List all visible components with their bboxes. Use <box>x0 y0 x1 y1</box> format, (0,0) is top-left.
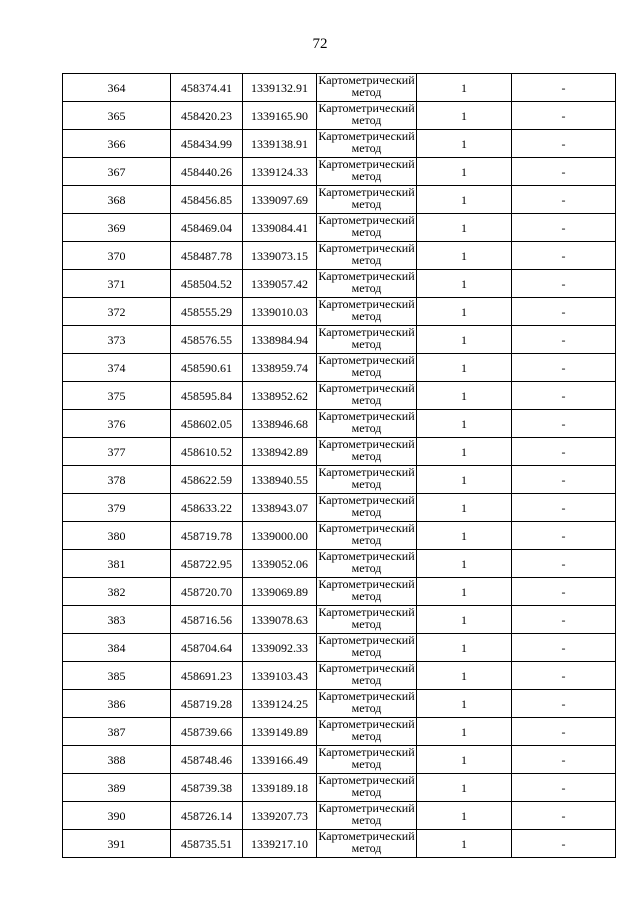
method-cell <box>317 746 417 774</box>
point-number-cell: 370 <box>63 242 171 270</box>
y-coordinate-cell: 1339057.42 <box>243 270 317 298</box>
description-cell: - <box>512 354 616 382</box>
x-coordinate-cell: 458716.56 <box>171 606 243 634</box>
point-number-cell: 367 <box>63 158 171 186</box>
y-coordinate-cell: 1339207.73 <box>243 802 317 830</box>
table-row <box>63 550 616 578</box>
x-coordinate-cell: 458374.41 <box>171 74 243 102</box>
accuracy-cell: 1 <box>417 550 512 578</box>
y-coordinate-cell: 1338952.62 <box>243 382 317 410</box>
table-row <box>63 270 616 298</box>
table-row <box>63 242 616 270</box>
description-cell: - <box>512 550 616 578</box>
table-row <box>63 298 616 326</box>
accuracy-cell: 1 <box>417 746 512 774</box>
y-coordinate-cell: 1339103.43 <box>243 662 317 690</box>
method-cell <box>317 410 417 438</box>
method-text: Картометрический метод <box>318 383 415 407</box>
table-row <box>63 578 616 606</box>
accuracy-cell: 1 <box>417 298 512 326</box>
method-text: Картометрический метод <box>318 607 415 631</box>
accuracy-cell: 1 <box>417 466 512 494</box>
method-cell <box>317 214 417 242</box>
x-coordinate-cell: 458691.23 <box>171 662 243 690</box>
point-number-cell: 365 <box>63 102 171 130</box>
method-cell <box>317 326 417 354</box>
table-row <box>63 746 616 774</box>
description-cell: - <box>512 802 616 830</box>
point-number-cell: 377 <box>63 438 171 466</box>
method-cell <box>317 802 417 830</box>
y-coordinate-cell: 1339000.00 <box>243 522 317 550</box>
x-coordinate-cell: 458504.52 <box>171 270 243 298</box>
accuracy-cell: 1 <box>417 802 512 830</box>
method-text: Картометрический метод <box>318 411 415 435</box>
accuracy-cell: 1 <box>417 214 512 242</box>
method-cell <box>317 382 417 410</box>
method-text: Картометрический метод <box>318 691 415 715</box>
accuracy-cell: 1 <box>417 270 512 298</box>
method-text: Картометрический метод <box>318 215 415 239</box>
y-coordinate-cell: 1338984.94 <box>243 326 317 354</box>
method-cell <box>317 158 417 186</box>
y-coordinate-cell: 1339149.89 <box>243 718 317 746</box>
accuracy-cell: 1 <box>417 494 512 522</box>
table-row <box>63 410 616 438</box>
accuracy-cell: 1 <box>417 242 512 270</box>
x-coordinate-cell: 458748.46 <box>171 746 243 774</box>
x-coordinate-cell: 458735.51 <box>171 830 243 858</box>
y-coordinate-cell: 1338946.68 <box>243 410 317 438</box>
description-cell: - <box>512 830 616 858</box>
method-cell <box>317 662 417 690</box>
point-number-cell: 381 <box>63 550 171 578</box>
y-coordinate-cell: 1339217.10 <box>243 830 317 858</box>
y-coordinate-cell: 1339097.69 <box>243 186 317 214</box>
x-coordinate-cell: 458440.26 <box>171 158 243 186</box>
method-text: Картометрический метод <box>318 551 415 575</box>
x-coordinate-cell: 458633.22 <box>171 494 243 522</box>
x-coordinate-cell: 458456.85 <box>171 186 243 214</box>
accuracy-cell: 1 <box>417 438 512 466</box>
method-text: Картометрический метод <box>318 159 415 183</box>
y-coordinate-cell: 1338943.07 <box>243 494 317 522</box>
table-row <box>63 74 616 102</box>
x-coordinate-cell: 458704.64 <box>171 634 243 662</box>
table-row <box>63 186 616 214</box>
method-cell <box>317 830 417 858</box>
method-cell <box>317 270 417 298</box>
y-coordinate-cell: 1338942.89 <box>243 438 317 466</box>
x-coordinate-cell: 458719.28 <box>171 690 243 718</box>
description-cell: - <box>512 494 616 522</box>
x-coordinate-cell: 458602.05 <box>171 410 243 438</box>
y-coordinate-cell: 1339138.91 <box>243 130 317 158</box>
accuracy-cell: 1 <box>417 606 512 634</box>
x-coordinate-cell: 458739.66 <box>171 718 243 746</box>
accuracy-cell: 1 <box>417 102 512 130</box>
description-cell: - <box>512 242 616 270</box>
description-cell: - <box>512 270 616 298</box>
table-row <box>63 690 616 718</box>
description-cell: - <box>512 662 616 690</box>
coordinates-table <box>62 73 616 858</box>
description-cell: - <box>512 326 616 354</box>
x-coordinate-cell: 458595.84 <box>171 382 243 410</box>
x-coordinate-cell: 458469.04 <box>171 214 243 242</box>
method-cell <box>317 606 417 634</box>
accuracy-cell: 1 <box>417 186 512 214</box>
method-cell <box>317 354 417 382</box>
accuracy-cell: 1 <box>417 774 512 802</box>
method-text: Картометрический метод <box>318 747 415 771</box>
description-cell: - <box>512 74 616 102</box>
accuracy-cell: 1 <box>417 830 512 858</box>
description-cell: - <box>512 298 616 326</box>
y-coordinate-cell: 1339052.06 <box>243 550 317 578</box>
accuracy-cell: 1 <box>417 130 512 158</box>
x-coordinate-cell: 458555.29 <box>171 298 243 326</box>
accuracy-cell: 1 <box>417 690 512 718</box>
x-coordinate-cell: 458487.78 <box>171 242 243 270</box>
table-row <box>63 130 616 158</box>
point-number-cell: 383 <box>63 606 171 634</box>
y-coordinate-cell: 1339132.91 <box>243 74 317 102</box>
description-cell: - <box>512 158 616 186</box>
method-cell <box>317 186 417 214</box>
table-row <box>63 494 616 522</box>
method-text: Картометрический метод <box>318 523 415 547</box>
table-row <box>63 354 616 382</box>
method-text: Картометрический метод <box>318 467 415 491</box>
point-number-cell: 371 <box>63 270 171 298</box>
point-number-cell: 374 <box>63 354 171 382</box>
x-coordinate-cell: 458576.55 <box>171 326 243 354</box>
description-cell: - <box>512 578 616 606</box>
table-row <box>63 214 616 242</box>
method-cell <box>317 494 417 522</box>
description-cell: - <box>512 746 616 774</box>
table-row <box>63 802 616 830</box>
point-number-cell: 364 <box>63 74 171 102</box>
method-text: Картометрический метод <box>318 327 415 351</box>
method-text: Картометрический метод <box>318 271 415 295</box>
method-cell <box>317 74 417 102</box>
accuracy-cell: 1 <box>417 522 512 550</box>
point-number-cell: 388 <box>63 746 171 774</box>
y-coordinate-cell: 1339078.63 <box>243 606 317 634</box>
description-cell: - <box>512 634 616 662</box>
x-coordinate-cell: 458719.78 <box>171 522 243 550</box>
table-row <box>63 326 616 354</box>
description-cell: - <box>512 466 616 494</box>
table-row <box>63 466 616 494</box>
y-coordinate-cell: 1338940.55 <box>243 466 317 494</box>
x-coordinate-cell: 458610.52 <box>171 438 243 466</box>
point-number-cell: 368 <box>63 186 171 214</box>
description-cell: - <box>512 522 616 550</box>
accuracy-cell: 1 <box>417 718 512 746</box>
point-number-cell: 373 <box>63 326 171 354</box>
x-coordinate-cell: 458726.14 <box>171 802 243 830</box>
method-text: Картометрический метод <box>318 635 415 659</box>
description-cell: - <box>512 382 616 410</box>
point-number-cell: 390 <box>63 802 171 830</box>
method-text: Картометрический метод <box>318 803 415 827</box>
accuracy-cell: 1 <box>417 354 512 382</box>
method-text: Картометрический метод <box>318 243 415 267</box>
table-row <box>63 102 616 130</box>
method-text: Картометрический метод <box>318 355 415 379</box>
method-cell <box>317 522 417 550</box>
description-cell: - <box>512 410 616 438</box>
x-coordinate-cell: 458720.70 <box>171 578 243 606</box>
x-coordinate-cell: 458622.59 <box>171 466 243 494</box>
description-cell: - <box>512 438 616 466</box>
point-number-cell: 382 <box>63 578 171 606</box>
y-coordinate-cell: 1339124.25 <box>243 690 317 718</box>
table-body <box>63 74 616 858</box>
page-number: 72 <box>312 36 328 52</box>
accuracy-cell: 1 <box>417 74 512 102</box>
table-row <box>63 830 616 858</box>
method-text: Картометрический метод <box>318 131 415 155</box>
point-number-cell: 384 <box>63 634 171 662</box>
method-text: Картометрический метод <box>318 719 415 743</box>
method-text: Картометрический метод <box>318 663 415 687</box>
point-number-cell: 378 <box>63 466 171 494</box>
table-row <box>63 718 616 746</box>
table-row <box>63 662 616 690</box>
table-row <box>63 522 616 550</box>
method-cell <box>317 242 417 270</box>
y-coordinate-cell: 1339165.90 <box>243 102 317 130</box>
point-number-cell: 389 <box>63 774 171 802</box>
method-text: Картометрический метод <box>318 775 415 799</box>
method-cell <box>317 578 417 606</box>
method-text: Картометрический метод <box>318 187 415 211</box>
point-number-cell: 372 <box>63 298 171 326</box>
method-text: Картометрический метод <box>318 831 415 855</box>
y-coordinate-cell: 1338959.74 <box>243 354 317 382</box>
point-number-cell: 386 <box>63 690 171 718</box>
x-coordinate-cell: 458722.95 <box>171 550 243 578</box>
table-row <box>63 382 616 410</box>
accuracy-cell: 1 <box>417 410 512 438</box>
accuracy-cell: 1 <box>417 326 512 354</box>
method-text: Картометрический метод <box>318 495 415 519</box>
x-coordinate-cell: 458590.61 <box>171 354 243 382</box>
table-row <box>63 438 616 466</box>
y-coordinate-cell: 1339092.33 <box>243 634 317 662</box>
x-coordinate-cell: 458739.38 <box>171 774 243 802</box>
y-coordinate-cell: 1339069.89 <box>243 578 317 606</box>
y-coordinate-cell: 1339166.49 <box>243 746 317 774</box>
method-cell <box>317 634 417 662</box>
description-cell: - <box>512 186 616 214</box>
method-cell <box>317 690 417 718</box>
accuracy-cell: 1 <box>417 634 512 662</box>
accuracy-cell: 1 <box>417 158 512 186</box>
point-number-cell: 391 <box>63 830 171 858</box>
method-cell <box>317 718 417 746</box>
description-cell: - <box>512 606 616 634</box>
point-number-cell: 366 <box>63 130 171 158</box>
table-row <box>63 606 616 634</box>
method-cell <box>317 438 417 466</box>
point-number-cell: 379 <box>63 494 171 522</box>
description-cell: - <box>512 774 616 802</box>
method-cell <box>317 550 417 578</box>
table-row <box>63 158 616 186</box>
point-number-cell: 380 <box>63 522 171 550</box>
accuracy-cell: 1 <box>417 662 512 690</box>
x-coordinate-cell: 458420.23 <box>171 102 243 130</box>
y-coordinate-cell: 1339010.03 <box>243 298 317 326</box>
method-cell <box>317 102 417 130</box>
y-coordinate-cell: 1339189.18 <box>243 774 317 802</box>
method-text: Картометрический метод <box>318 439 415 463</box>
description-cell: - <box>512 690 616 718</box>
y-coordinate-cell: 1339124.33 <box>243 158 317 186</box>
accuracy-cell: 1 <box>417 578 512 606</box>
method-text: Картометрический метод <box>318 299 415 323</box>
method-text: Картометрический метод <box>318 103 415 127</box>
method-cell <box>317 130 417 158</box>
table-row <box>63 634 616 662</box>
y-coordinate-cell: 1339084.41 <box>243 214 317 242</box>
accuracy-cell: 1 <box>417 382 512 410</box>
method-cell <box>317 298 417 326</box>
description-cell: - <box>512 214 616 242</box>
description-cell: - <box>512 718 616 746</box>
point-number-cell: 375 <box>63 382 171 410</box>
method-text: Картометрический метод <box>318 75 415 99</box>
y-coordinate-cell: 1339073.15 <box>243 242 317 270</box>
x-coordinate-cell: 458434.99 <box>171 130 243 158</box>
point-number-cell: 387 <box>63 718 171 746</box>
method-text: Картометрический метод <box>318 579 415 603</box>
method-cell <box>317 774 417 802</box>
method-cell <box>317 466 417 494</box>
point-number-cell: 376 <box>63 410 171 438</box>
point-number-cell: 369 <box>63 214 171 242</box>
description-cell: - <box>512 102 616 130</box>
point-number-cell: 385 <box>63 662 171 690</box>
description-cell: - <box>512 130 616 158</box>
table-row <box>63 774 616 802</box>
